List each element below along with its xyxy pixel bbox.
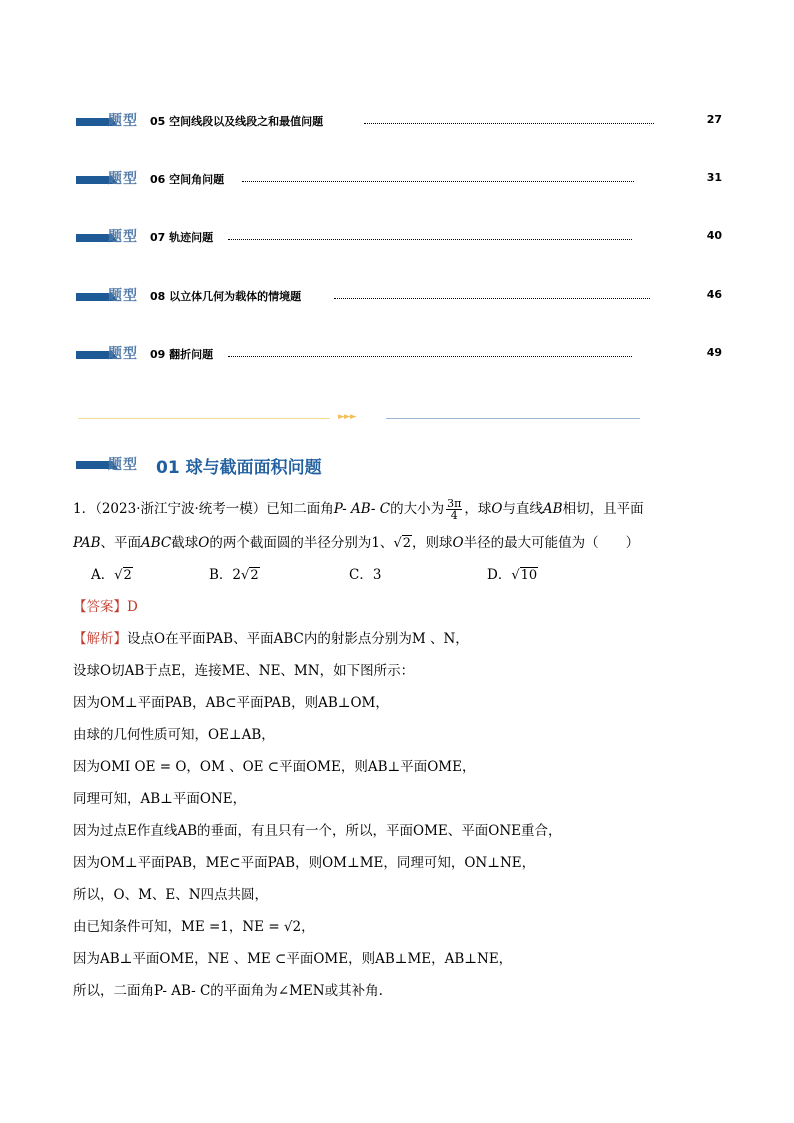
problem-text: 半径的最大可能值为（ ） — [463, 535, 640, 551]
divider-right-line — [386, 418, 640, 419]
analysis-text: 由球的几何性质可知，OE⊥AB， — [73, 727, 275, 743]
toc-leader — [228, 356, 632, 357]
toc-leader — [364, 123, 654, 124]
badge — [76, 285, 144, 305]
analysis-text: 所以，二面角P- AB- C的平面角为∠MEN或其补角. — [73, 983, 383, 999]
math-symbol: O — [491, 501, 503, 517]
section-title: 01 球与截面面积问题 — [156, 458, 322, 478]
problem-text: 与直线 — [502, 501, 543, 517]
analysis-line — [73, 822, 562, 840]
analysis-line — [73, 726, 275, 744]
radicand: 2 — [402, 536, 412, 551]
toc-row[interactable] — [76, 343, 726, 363]
answer-line — [73, 598, 138, 616]
problem-text: 的大小为 — [390, 501, 445, 517]
toc-row[interactable] — [76, 168, 726, 188]
analysis-line — [73, 758, 475, 776]
toc-page: 46 — [706, 288, 722, 301]
problem-line-1 — [73, 498, 644, 521]
radicand: 10 — [520, 568, 538, 583]
option-a[interactable] — [91, 566, 133, 585]
fraction — [446, 498, 462, 521]
toc-leader — [228, 239, 632, 240]
option-label: A． — [91, 567, 115, 583]
math-symbol: AB — [542, 501, 563, 517]
analysis-text: 因为AB⊥平面OME，NE 、ME ⊂平面OME，则AB⊥ME，AB⊥NE， — [73, 951, 513, 967]
sqrt: √2 — [393, 536, 412, 551]
radicand: 2 — [250, 568, 259, 583]
fraction-numerator: 3π — [447, 497, 462, 510]
toc-leader — [242, 181, 634, 182]
analysis-line — [73, 662, 414, 680]
toc-title: 05 空间线段以及线段之和最值问题 — [150, 115, 324, 128]
sqrt: √2 — [114, 568, 132, 583]
math-symbol: PAB — [73, 535, 101, 551]
options-row — [73, 566, 633, 586]
analysis-text: 因为OMI OE = O，OM 、OE ⊂平面OME，则AB⊥平面OME， — [73, 759, 476, 775]
problem-text: 、平面 — [100, 535, 142, 551]
badge-label: 题型 — [108, 457, 138, 473]
toc-title: 08 以立体几何为载体的情境题 — [150, 290, 302, 303]
math-symbol: O — [452, 535, 464, 551]
divider-left-line — [78, 418, 330, 419]
analysis-text: 所以，O、M、E、N四点共圆， — [73, 887, 269, 903]
option-label: B． — [209, 567, 233, 583]
analysis-line — [73, 630, 469, 648]
radicand: 2 — [123, 568, 132, 583]
problem-text: 相切，且平面 — [562, 501, 644, 517]
option-label: D． — [487, 567, 512, 583]
badge — [76, 168, 144, 188]
toc-row[interactable] — [76, 226, 726, 246]
section-divider — [78, 412, 640, 422]
math-symbol: P- AB- C — [333, 501, 391, 517]
analysis-line — [73, 854, 535, 872]
badge — [76, 110, 144, 130]
analysis-text: 因为过点E作直线AB的垂面，有且只有一个，所以，平面OME、平面ONE重合， — [73, 823, 562, 839]
analysis-text: 设点O在平面PAB、平面ABC内的射影点分别为M 、N， — [127, 631, 469, 647]
badge-label: 题型 — [108, 288, 138, 304]
arrows-icon: ►►► — [338, 412, 356, 422]
problem-text: ，球 — [464, 501, 492, 517]
answer-value: D — [127, 599, 138, 615]
badge — [76, 343, 144, 363]
option-d[interactable] — [487, 566, 538, 585]
toc-page: 40 — [706, 229, 722, 242]
toc-title: 06 空间角问题 — [150, 173, 225, 186]
badge-label: 题型 — [108, 346, 138, 362]
problem-text: 的两个截面圆的半径分别为1、 — [209, 535, 394, 551]
problem-line-2 — [73, 534, 639, 553]
analysis-text: 同理可知，AB⊥平面ONE， — [73, 791, 247, 807]
toc-page: 31 — [706, 171, 722, 184]
analysis-line — [73, 982, 383, 1000]
badge-label: 题型 — [108, 171, 138, 187]
fraction-denominator: 4 — [450, 509, 458, 522]
math-symbol: O — [198, 535, 210, 551]
problem-text: 1．（2023·浙江宁波·统考一模）已知二面角 — [73, 501, 334, 517]
answer-tag: 【答案】 — [73, 599, 127, 615]
analysis-text: 由已知条件可知，ME =1，NE = √2， — [73, 919, 315, 935]
badge-label: 题型 — [108, 113, 138, 129]
toc-page: 27 — [706, 113, 722, 126]
analysis-line — [73, 790, 246, 808]
analysis-text: 设球O切AB于点E，连接ME、NE、MN，如下图所示： — [73, 663, 415, 679]
sqrt: √10 — [511, 568, 538, 583]
problem-text: 截球 — [171, 535, 199, 551]
analysis-line — [73, 918, 315, 936]
section-heading — [76, 452, 476, 480]
math-symbol: ABC — [141, 535, 172, 551]
option-c[interactable] — [349, 566, 381, 584]
toc-row[interactable] — [76, 285, 726, 305]
analysis-tag: 【解析】 — [73, 631, 127, 647]
option-value: 3 — [372, 567, 382, 583]
option-label: C． — [349, 567, 373, 583]
analysis-line — [73, 950, 512, 968]
analysis-text: 因为OM⊥平面PAB，AB⊂平面PAB，则AB⊥OM， — [73, 695, 389, 711]
analysis-line — [73, 886, 268, 904]
analysis-text: 因为OM⊥平面PAB，ME⊂平面PAB，则OM⊥ME，同理可知，ON⊥NE， — [73, 855, 536, 871]
option-coefficient: 2 — [232, 567, 242, 583]
badge — [76, 226, 144, 246]
toc-row[interactable] — [76, 110, 726, 130]
option-b[interactable] — [209, 566, 260, 585]
sqrt: √2 — [241, 568, 259, 583]
toc-title: 07 轨迹问题 — [150, 231, 214, 244]
toc-title: 09 翻折问题 — [150, 348, 214, 361]
badge-label: 题型 — [108, 229, 138, 245]
analysis-line — [73, 694, 389, 712]
toc-page: 49 — [706, 346, 722, 359]
toc-leader — [334, 298, 650, 299]
problem-text: ，则球 — [412, 535, 453, 551]
